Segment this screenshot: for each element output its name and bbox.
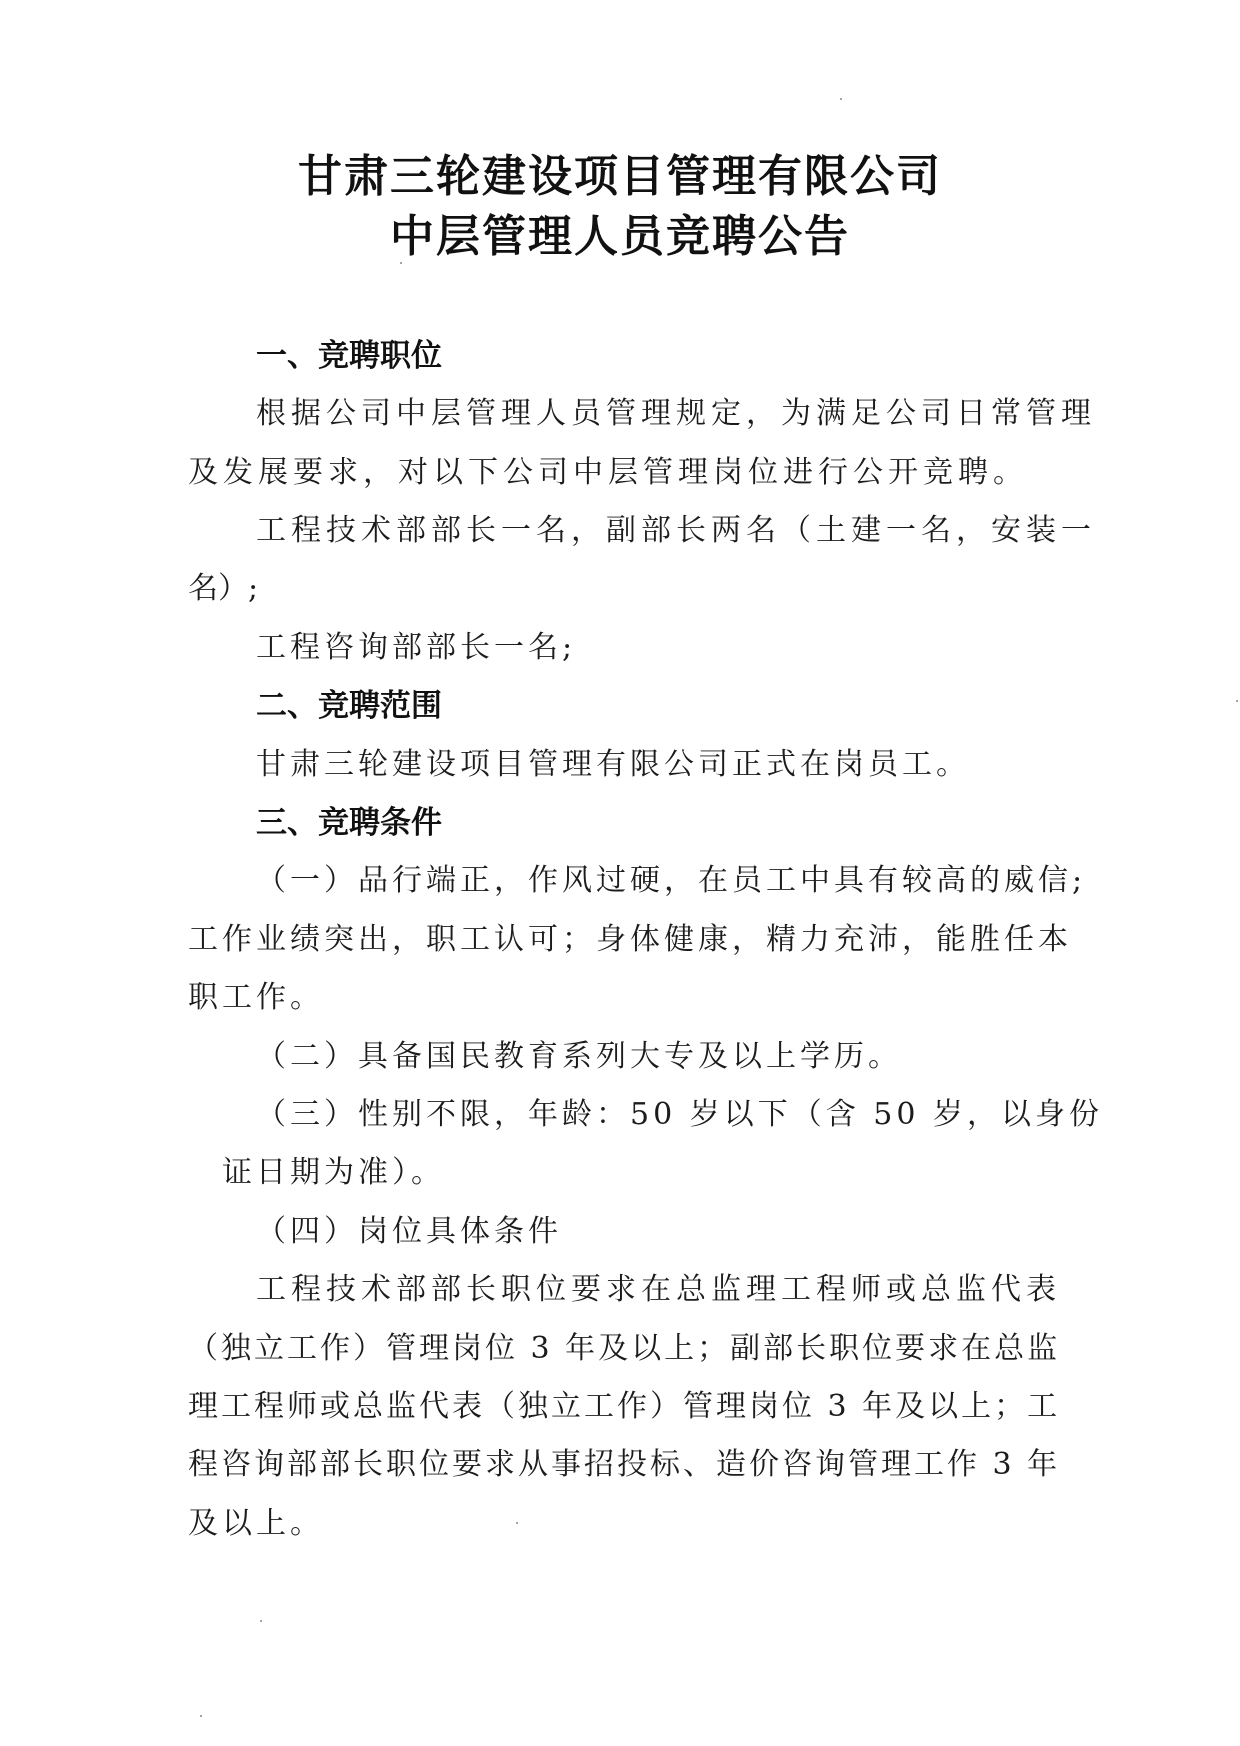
paragraph-line: 工程咨询部部长一名; bbox=[256, 630, 577, 665]
paragraph-line: （一）品行端正，作风过硬，在员工中具有较高的威信; bbox=[256, 863, 1087, 898]
paragraph-line: （三）性别不限，年龄：50 岁以下（含 50 岁，以身份 bbox=[256, 1097, 1103, 1132]
document-title-line-2: 中层管理人员竞聘公告 bbox=[390, 211, 850, 262]
scan-speck bbox=[260, 1620, 262, 1622]
document-title-line-1: 甘肃三轮建设项目管理有限公司 bbox=[298, 151, 942, 202]
paragraph-line: 理工程师或总监代表（独立工作）管理岗位 3 年及以上；工 bbox=[188, 1389, 1061, 1424]
scan-speck bbox=[1236, 700, 1238, 702]
paragraph-line: 职工作。 bbox=[188, 980, 324, 1015]
paragraph-line: 甘肃三轮建设项目管理有限公司正式在岗员工。 bbox=[256, 747, 970, 782]
scan-speck bbox=[200, 1715, 202, 1717]
paragraph-line: 及以上。 bbox=[188, 1506, 324, 1541]
paragraph-line: （四）岗位具体条件 bbox=[256, 1214, 562, 1249]
section-heading-conditions: 三、竞聘条件 bbox=[256, 805, 442, 841]
paragraph-line: （二）具备国民教育系列大专及以上学历。 bbox=[256, 1039, 902, 1074]
paragraph-line: 工作业绩突出，职工认可；身体健康，精力充沛，能胜任本 bbox=[188, 922, 1072, 957]
paragraph-line: （独立工作）管理岗位 3 年及以上；副部长职位要求在总监 bbox=[188, 1331, 1061, 1366]
paragraph-line: 工程技术部部长职位要求在总监理工程师或总监代表 bbox=[256, 1272, 1061, 1307]
paragraph-line: 工程技术部部长一名，副部长两名（土建一名，安装一 bbox=[256, 513, 1096, 548]
paragraph-line: 及发展要求，对以下公司中层管理岗位进行公开竞聘。 bbox=[188, 455, 1028, 490]
scan-speck bbox=[400, 262, 402, 264]
section-heading-positions: 一、竞聘职位 bbox=[256, 338, 442, 374]
section-heading-scope: 二、竞聘范围 bbox=[256, 688, 442, 724]
paragraph-line: 程咨询部部长职位要求从事招投标、造价咨询管理工作 3 年 bbox=[188, 1447, 1061, 1482]
paragraph-line: 根据公司中层管理人员管理规定，为满足公司日常管理 bbox=[256, 396, 1096, 431]
paragraph-line: 证日期为准）。 bbox=[222, 1155, 445, 1190]
scan-speck bbox=[840, 98, 842, 100]
scan-speck bbox=[516, 1522, 518, 1524]
paragraph-line: 名）; bbox=[188, 571, 259, 606]
